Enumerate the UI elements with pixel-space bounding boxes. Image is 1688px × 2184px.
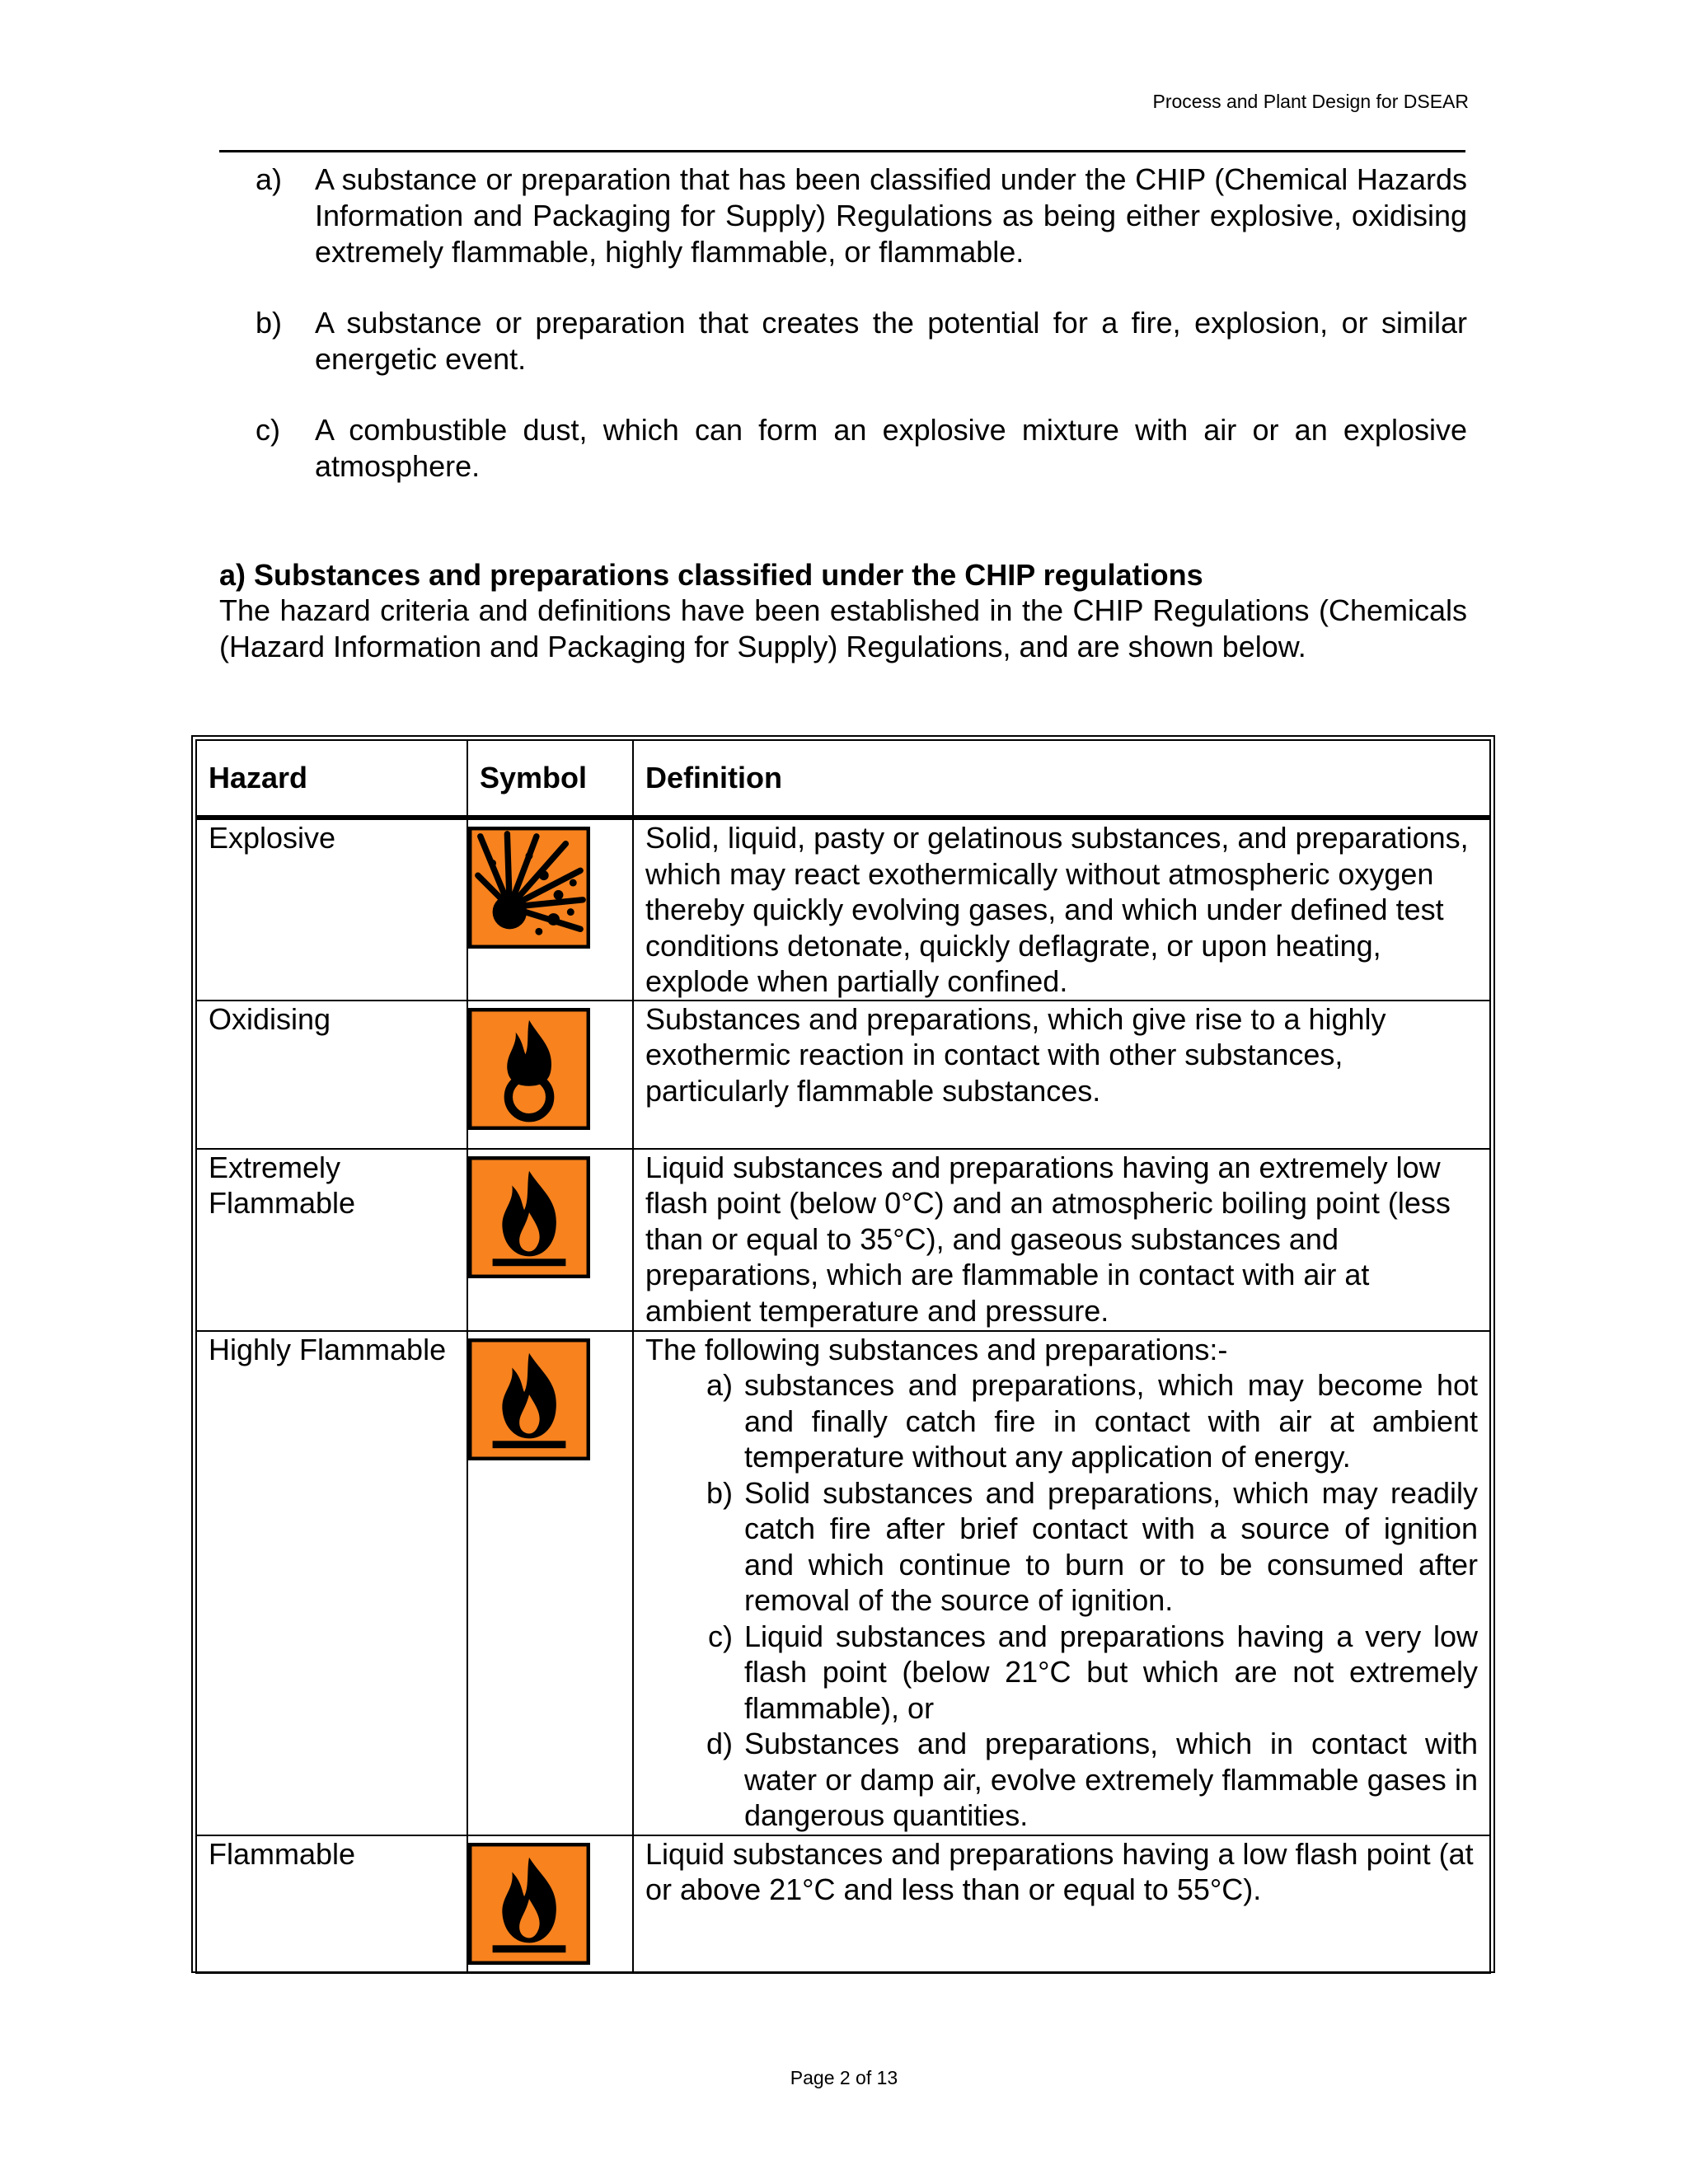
list-marker: a) — [256, 162, 283, 196]
symbol-cell — [467, 818, 633, 1001]
table-row — [196, 1835, 1490, 1974]
list-item-text: Solid substances and preparations, which may readily catch fire after brief contact with a source of ignition and which continue to burn or to be consumed after removal of the source of ignition. — [744, 1475, 1478, 1617]
hazard-table — [191, 735, 1495, 1973]
page-header-title: Process and Plant Design for DSEAR — [1152, 91, 1469, 112]
section-paragraph: The hazard criteria and definitions have been established in the CHIP Regulations (Chemicals (Hazard Information and Packaging for Supply) Regulations, and are shown below. — [219, 593, 1467, 663]
column-header-hazard: Hazard — [196, 740, 467, 818]
table-row — [196, 818, 1490, 1001]
hazard-name: Oxidising — [196, 1001, 467, 1149]
symbol-cell — [467, 1149, 633, 1331]
explosive-icon — [468, 827, 590, 949]
hazard-definition: Substances and preparations, which give rise to a highly exothermic reaction in contact with other substances, particularly flammable substances. — [633, 1001, 1490, 1149]
list-marker: a) — [706, 1368, 733, 1402]
symbol-cell — [467, 1331, 633, 1835]
list-item — [256, 305, 1467, 377]
hazard-name: Explosive — [196, 818, 467, 1001]
list-item-text: substances and preparations, which may become hot and finally catch fire in contact with air at ambient temperature without any application of energy. — [744, 1368, 1478, 1474]
list-item — [645, 1619, 1478, 1727]
hazard-definition: Solid, liquid, pasty or gelatinous substances, and preparations, which may react exothermically without atmospheric oxygen thereby quickly evolving gases, and which under defined test conditions detonate, quickly deflagrate, or upon heating, explode when partially confined. — [633, 818, 1490, 1001]
hazard-definition: Liquid substances and preparations having a low flash point (at or above 21°C and less than or equal to 55°C). — [633, 1835, 1490, 1974]
list-item-text: Substances and preparations, which in contact with water or damp air, evolve extremely flammable gases in dangerous quantities. — [744, 1727, 1478, 1832]
oxidising-icon — [468, 1008, 590, 1130]
list-item — [645, 1367, 1478, 1475]
header-divider — [219, 150, 1465, 152]
symbol-cell — [467, 1001, 633, 1149]
page-number: Page 2 of 13 — [790, 2067, 898, 2088]
hazard-name: Flammable — [196, 1835, 467, 1974]
definition-sublist — [645, 1367, 1478, 1834]
list-item — [256, 412, 1467, 485]
hazard-name: Extremely Flammable — [196, 1149, 467, 1331]
list-item — [645, 1475, 1478, 1619]
table-header-row — [196, 740, 1490, 818]
hazard-definition: Liquid substances and preparations having an extremely low flash point (below 0°C) and an atmospheric boiling point (less than or equal to 35°C), and gaseous substances and preparations, which are flammable in contact with air at ambient temperature and pressure. — [633, 1149, 1490, 1331]
flammable-icon — [468, 1156, 590, 1278]
flammable-icon — [468, 1338, 590, 1460]
list-item-text: A substance or preparation that creates the potential for a fire, explosion, or similar energetic event. — [315, 306, 1467, 376]
list-marker: c) — [256, 413, 280, 447]
symbol-cell — [467, 1835, 633, 1974]
list-item-text: A combustible dust, which can form an explosive mixture with air or an explosive atmosphere. — [315, 413, 1467, 483]
list-item-text: Liquid substances and preparations having a very low flash point (below 21°C but which are not extremely flammable), or — [744, 1619, 1478, 1725]
table-row — [196, 1149, 1490, 1331]
list-marker: c) — [708, 1619, 733, 1653]
list-marker: d) — [706, 1727, 733, 1760]
column-header-definition: Definition — [633, 740, 1490, 818]
list-marker: b) — [706, 1475, 733, 1510]
hazard-definition — [633, 1331, 1490, 1835]
section-heading: a) Substances and preparations classified under the CHIP regulations — [219, 558, 1203, 592]
hazard-name: Highly Flammable — [196, 1331, 467, 1835]
list-item-text: A substance or preparation that has been classified under the CHIP (Chemical Hazards Information and Packaging for Supply) Regulations as being either explosive, oxidising extremely flammable, highly flammable, or flammable. — [315, 162, 1467, 269]
definition-intro: The following substances and preparations:- — [645, 1332, 1228, 1366]
intro-list — [256, 162, 1467, 519]
list-marker: b) — [256, 306, 283, 340]
flammable-icon — [468, 1843, 590, 1965]
table-row — [196, 1331, 1490, 1835]
list-item — [645, 1726, 1478, 1834]
table-row — [196, 1001, 1490, 1149]
list-item — [256, 162, 1467, 270]
column-header-symbol: Symbol — [467, 740, 633, 818]
